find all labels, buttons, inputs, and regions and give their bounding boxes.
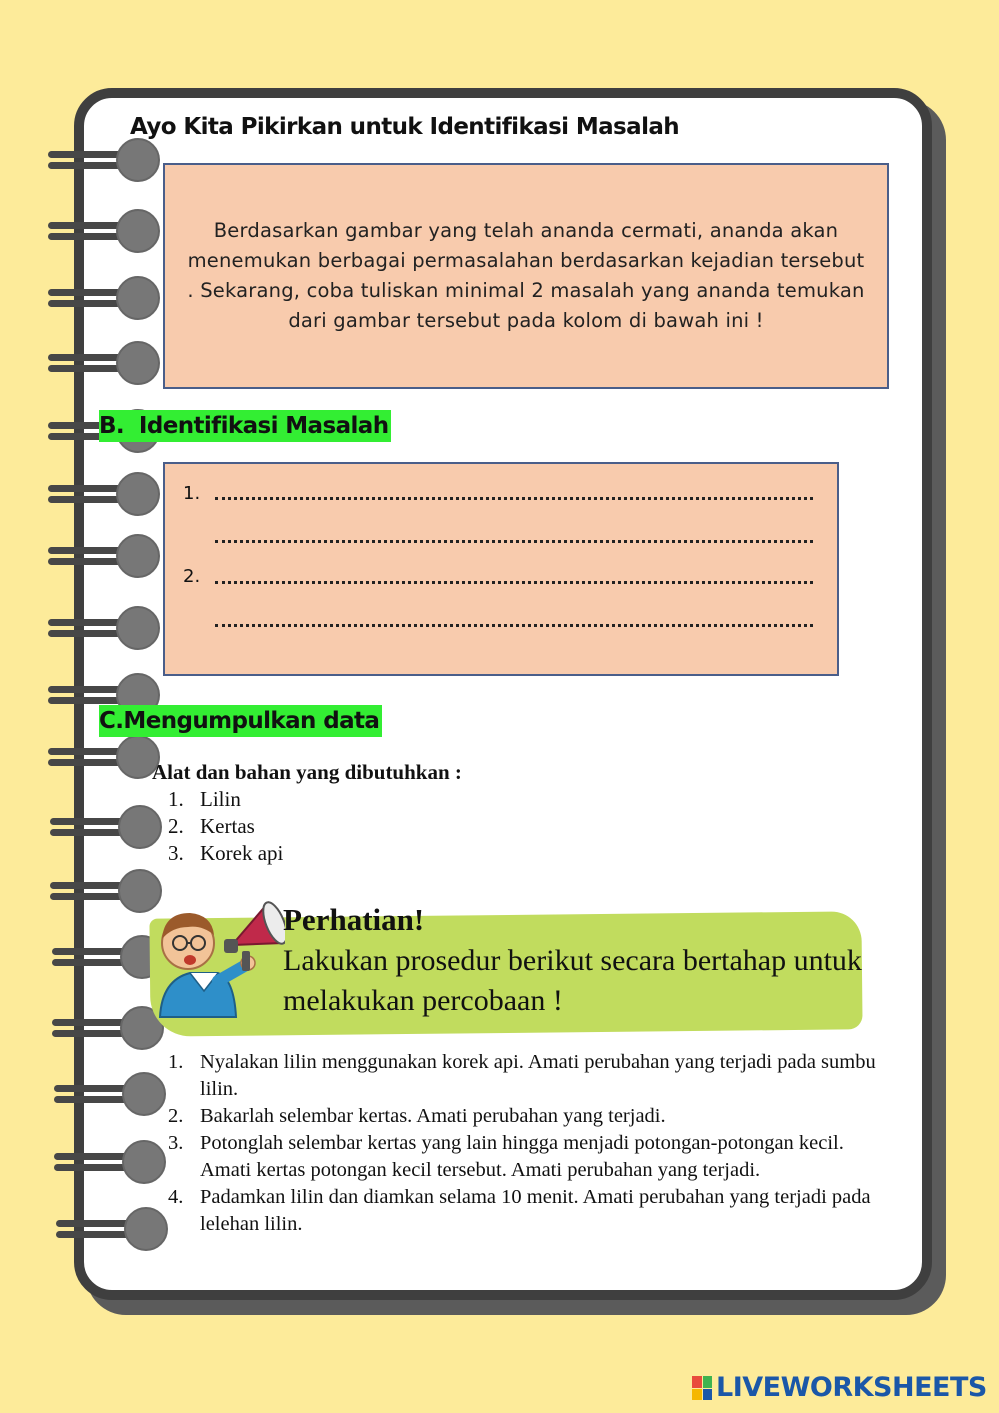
answer-1-line-2[interactable] (215, 540, 813, 543)
section-b-heading (99, 410, 391, 442)
intro-box (163, 163, 889, 389)
answer-2-number: 2. (183, 566, 201, 587)
materials-list (168, 786, 283, 867)
answer-2-line[interactable] (215, 581, 813, 584)
page-title: Ayo Kita Pikirkan untuk Identifikasi Masalah (130, 114, 680, 140)
list-item: 2. Bakarlah selembar kertas. Amati perubahan yang terjadi. (168, 1105, 666, 1127)
answer-1-line[interactable] (215, 497, 813, 500)
section-c-heading (99, 705, 382, 737)
list-item: 3. Korek api (168, 841, 284, 865)
procedure-list (168, 1049, 888, 1238)
brand-logo (692, 1372, 987, 1403)
section-c-title: Mengumpulkan data (123, 708, 380, 734)
intro-text: Berdasarkan gambar yang telah ananda cermati, ananda akan menemukan berbagai permasalahan berdasarkan kejadian tersebut . Sekarang, coba tuliskan minimal 2 masalah yang ananda temukan dari gambar tersebut pada kolom di bawah ini ! (187, 219, 865, 332)
list-item: 1. Nyalakan lilin menggunakan korek api. Amati perubahan yang terjadi pada sumbu lilin. (168, 1051, 876, 1100)
list-item: 4. Padamkan lilin dan diamkan selama 10 menit. Amati perubahan yang terjadi pada lelehan lilin. (168, 1186, 871, 1235)
answer-1-number: 1. (183, 483, 201, 504)
liveworksheets-logo-icon (692, 1376, 712, 1400)
list-item: 2. Kertas (168, 814, 255, 838)
section-b-title: Identifikasi Masalah (138, 413, 389, 439)
attention-title: Perhatian! (283, 902, 425, 937)
answer-2-line-2[interactable] (215, 624, 813, 627)
attention-text: Lakukan prosedur berikut secara bertahap untuk melakukan percobaan ! (283, 944, 862, 1017)
megaphone-boy-illustration (150, 895, 285, 1020)
section-b-label: B. (99, 413, 125, 439)
materials-heading: Alat dan bahan yang dibutuhkan : (152, 760, 462, 784)
answer-box (163, 462, 839, 676)
brand-name: LIVEWORKSHEETS (716, 1372, 987, 1403)
list-item: 1. Lilin (168, 787, 241, 811)
list-item: 3. Potonglah selembar kertas yang lain hingga menjadi potongan-potongan kecil. Amati kertas potongan kecil tersebut. Amati perubahan yang terjadi. (168, 1132, 844, 1181)
section-c-label: C. (99, 708, 124, 734)
